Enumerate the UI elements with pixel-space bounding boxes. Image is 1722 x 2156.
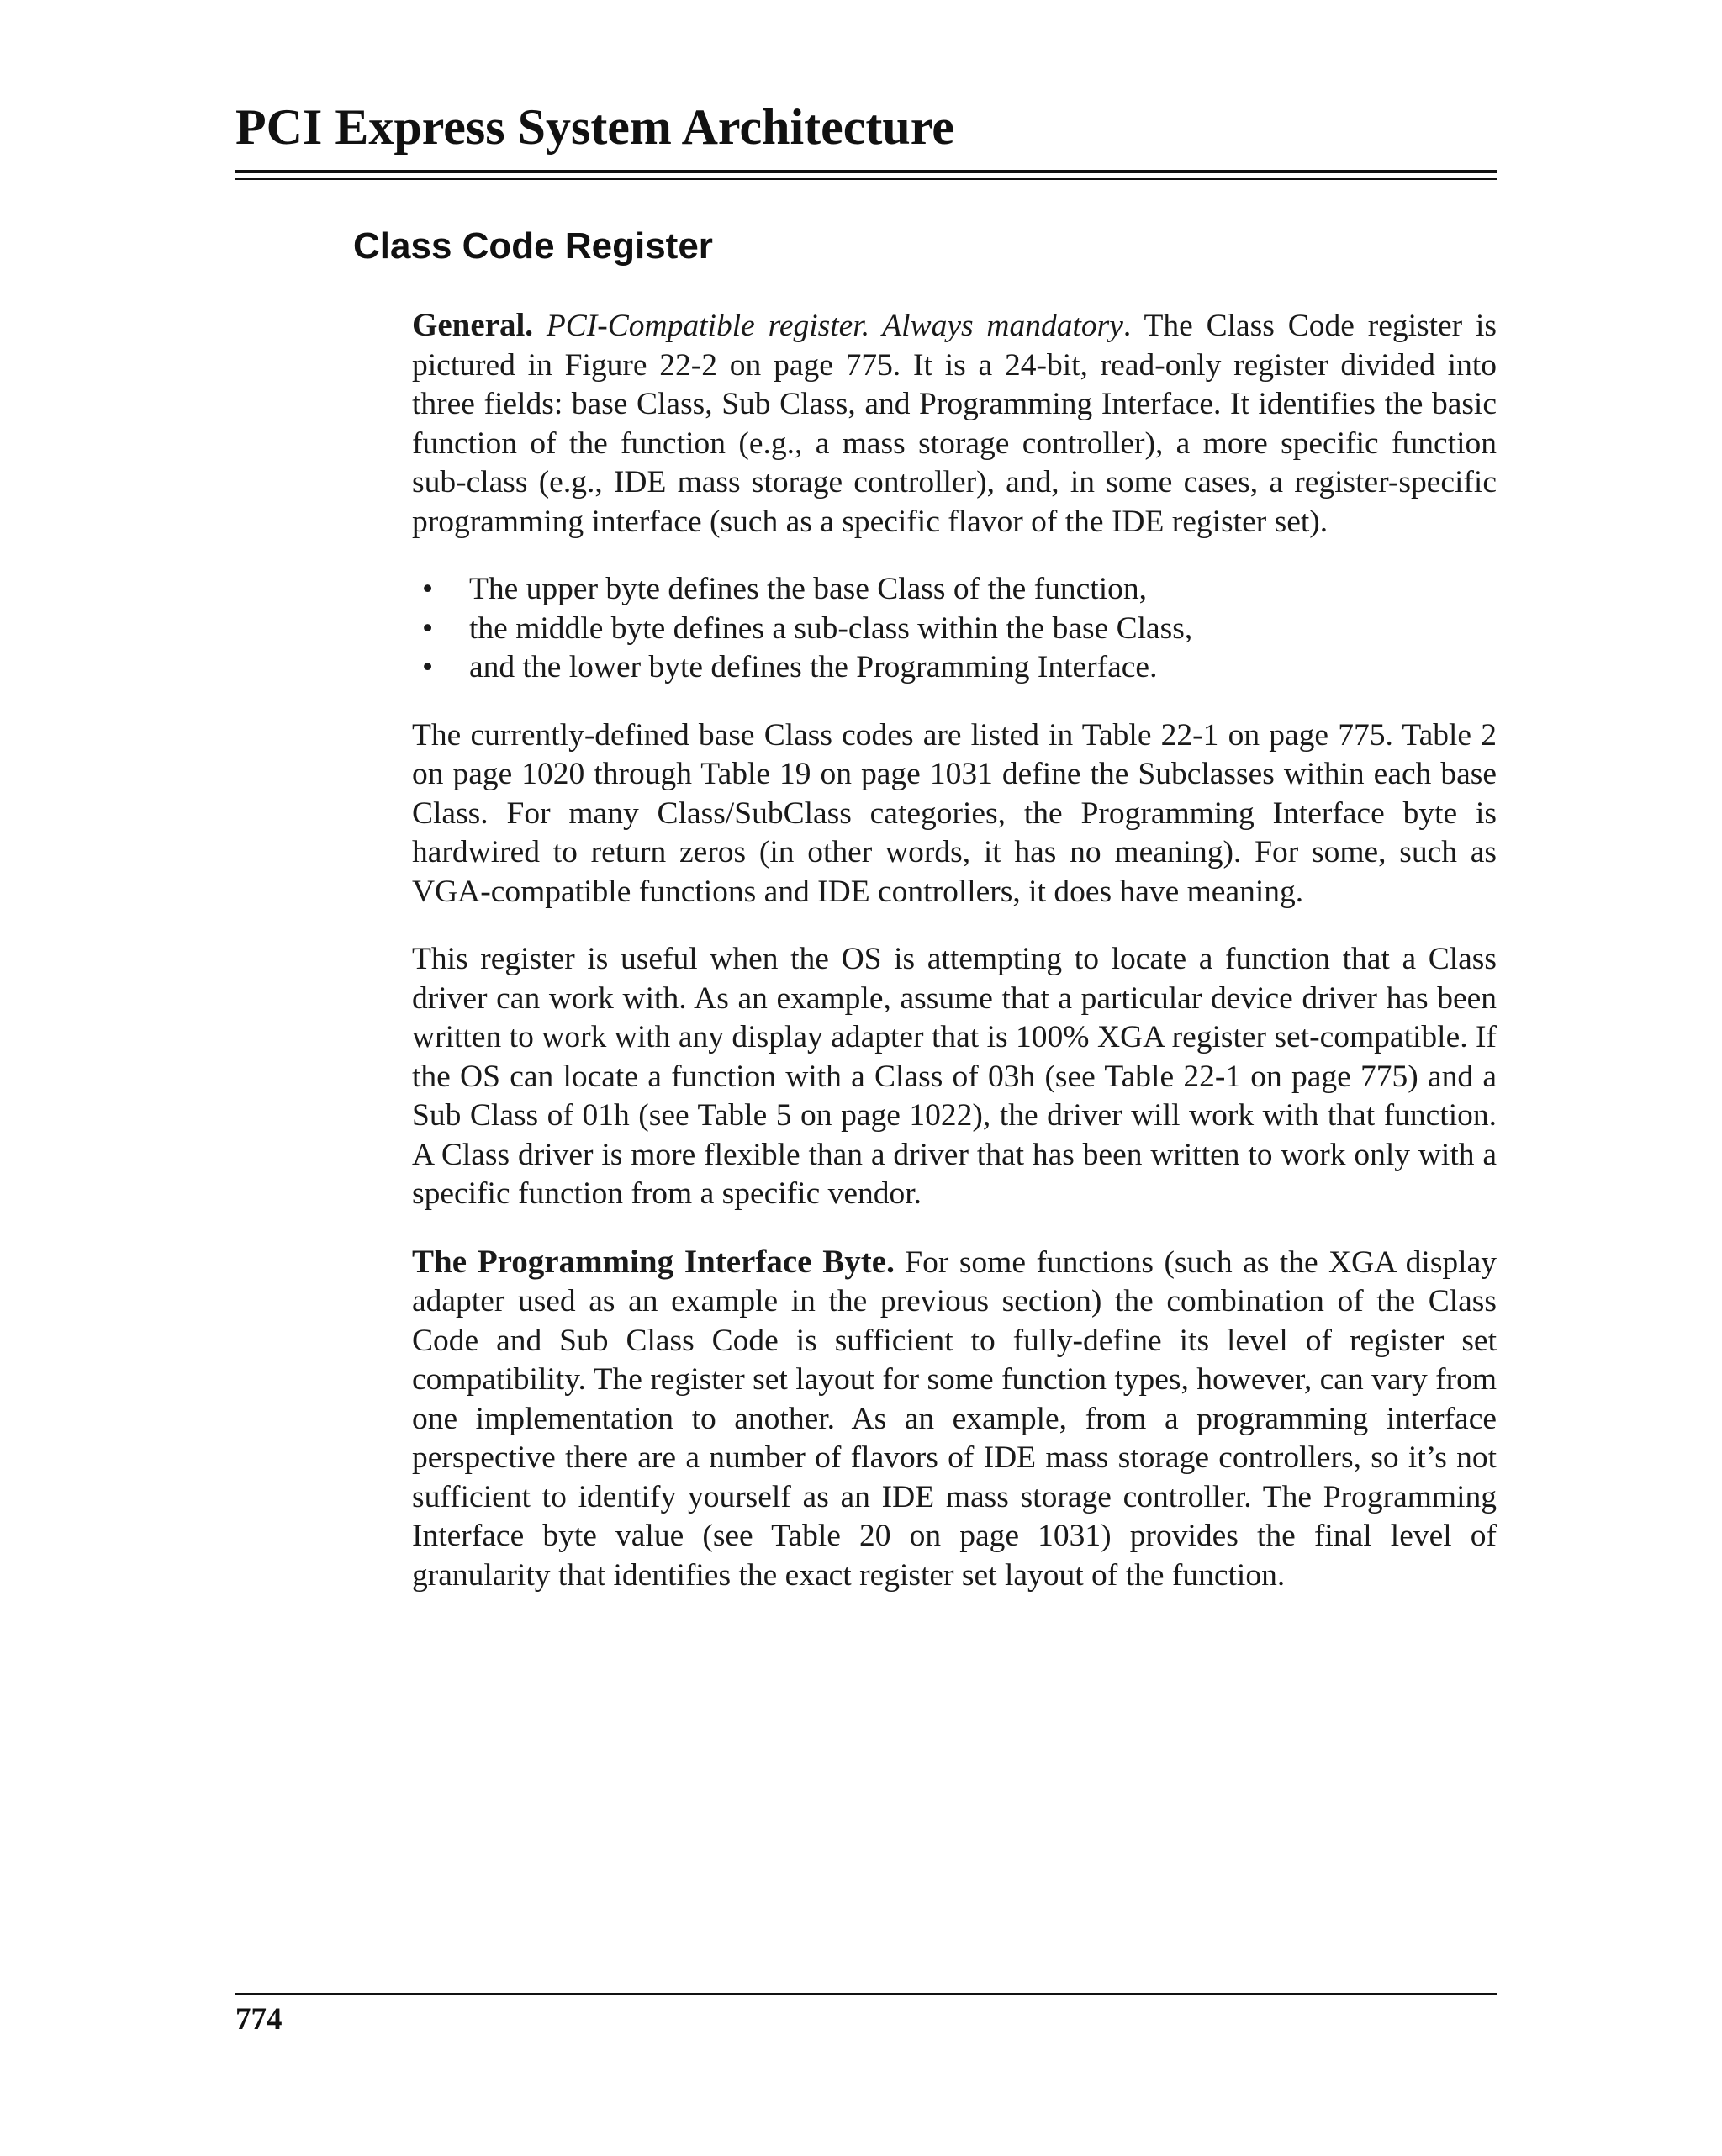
section-heading: Class Code Register <box>353 225 713 267</box>
byte-field-list <box>412 570 1497 688</box>
list-item-text: The upper byte defines the base Class of the function, <box>469 572 1148 606</box>
list-item-text: the middle byte defines a sub-class within the base Class, <box>469 610 1193 646</box>
bullet-icon: • <box>422 650 434 684</box>
base-class-paragraph: The currently-defined base Class codes are listed in Table 22-1 on page 775. Table 2 on page 1020 through Table 19 on page 1031 define the Subclasses within each base Class. For many Class/SubClass categories, the Programming Interface byte is hardwired to return zeros (in other words, it has no meaning). For some, such as VGA-compatible functions and IDE controllers, it does have meaning. <box>412 717 1497 909</box>
header-rule-thick <box>235 170 1497 173</box>
bullet-icon: • <box>422 572 434 606</box>
header-rule-thin <box>235 178 1497 180</box>
footer-rule <box>235 1993 1497 1995</box>
page-number: 774 <box>235 2002 283 2037</box>
body-text <box>412 306 1497 1624</box>
usefulness-paragraph: This register is useful when the OS is attempting to locate a function that a Class driver can work with. As an example, assume that a particular device driver has been written to work with any display adapter that is 100% XGA register set-compatible. If the OS can locate a function with a Class of 03h (see Table 22-1 on page 775) and a Sub Class of 01h (see Table 5 on page 1022), the driver will work with that function. A Class driver is more flexible than a driver that has been written to work only with a specific function from a specific vendor. <box>412 942 1497 1211</box>
general-italic-note: PCI-Compatible register. Always mandatory <box>546 309 1123 343</box>
list-item <box>412 648 1497 688</box>
general-paragraph <box>412 306 1497 542</box>
general-runin: General. <box>412 307 534 343</box>
book-title: PCI Express System Architecture <box>235 99 954 155</box>
programming-interface-text: For some functions (such as the XGA display adapter used as an example in the previous section) the combination of the Class Code and Sub Class Code is sufficient to fully-define its level of register set compatibility. The register set layout for some function types, however, can vary from one implementation to another. As an example, from a programming interface perspective there are a number of flavors of IDE mass storage controllers, so it’s not sufficient to identify yourself as an IDE mass storage controller. The Programming Interface byte value (see Table 20 on page 1031) provides the final level of granularity that identifies the exact register set layout of the function. <box>412 1244 1497 1593</box>
list-item <box>412 570 1497 610</box>
list-item-text: and the lower byte defines the Programming Interface. <box>469 650 1158 684</box>
bullet-icon: • <box>422 610 434 646</box>
general-text: . The Class Code register is pictured in Figure 22-2 on page 775. It is a 24-bit, read-only register divided into three fields: base Class, Sub Class, and Programming Interface. It identifies the basic function of the function (e.g., a mass storage controller), a more specific function sub-class (e.g., IDE mass storage controller), and, in some cases, a register-specific programming interface (such as a specific flavor of the IDE register set). <box>412 309 1497 539</box>
programming-interface-paragraph <box>412 1243 1497 1596</box>
programming-interface-runin: The Programming Interface Byte. <box>412 1243 895 1280</box>
list-item <box>412 610 1497 649</box>
